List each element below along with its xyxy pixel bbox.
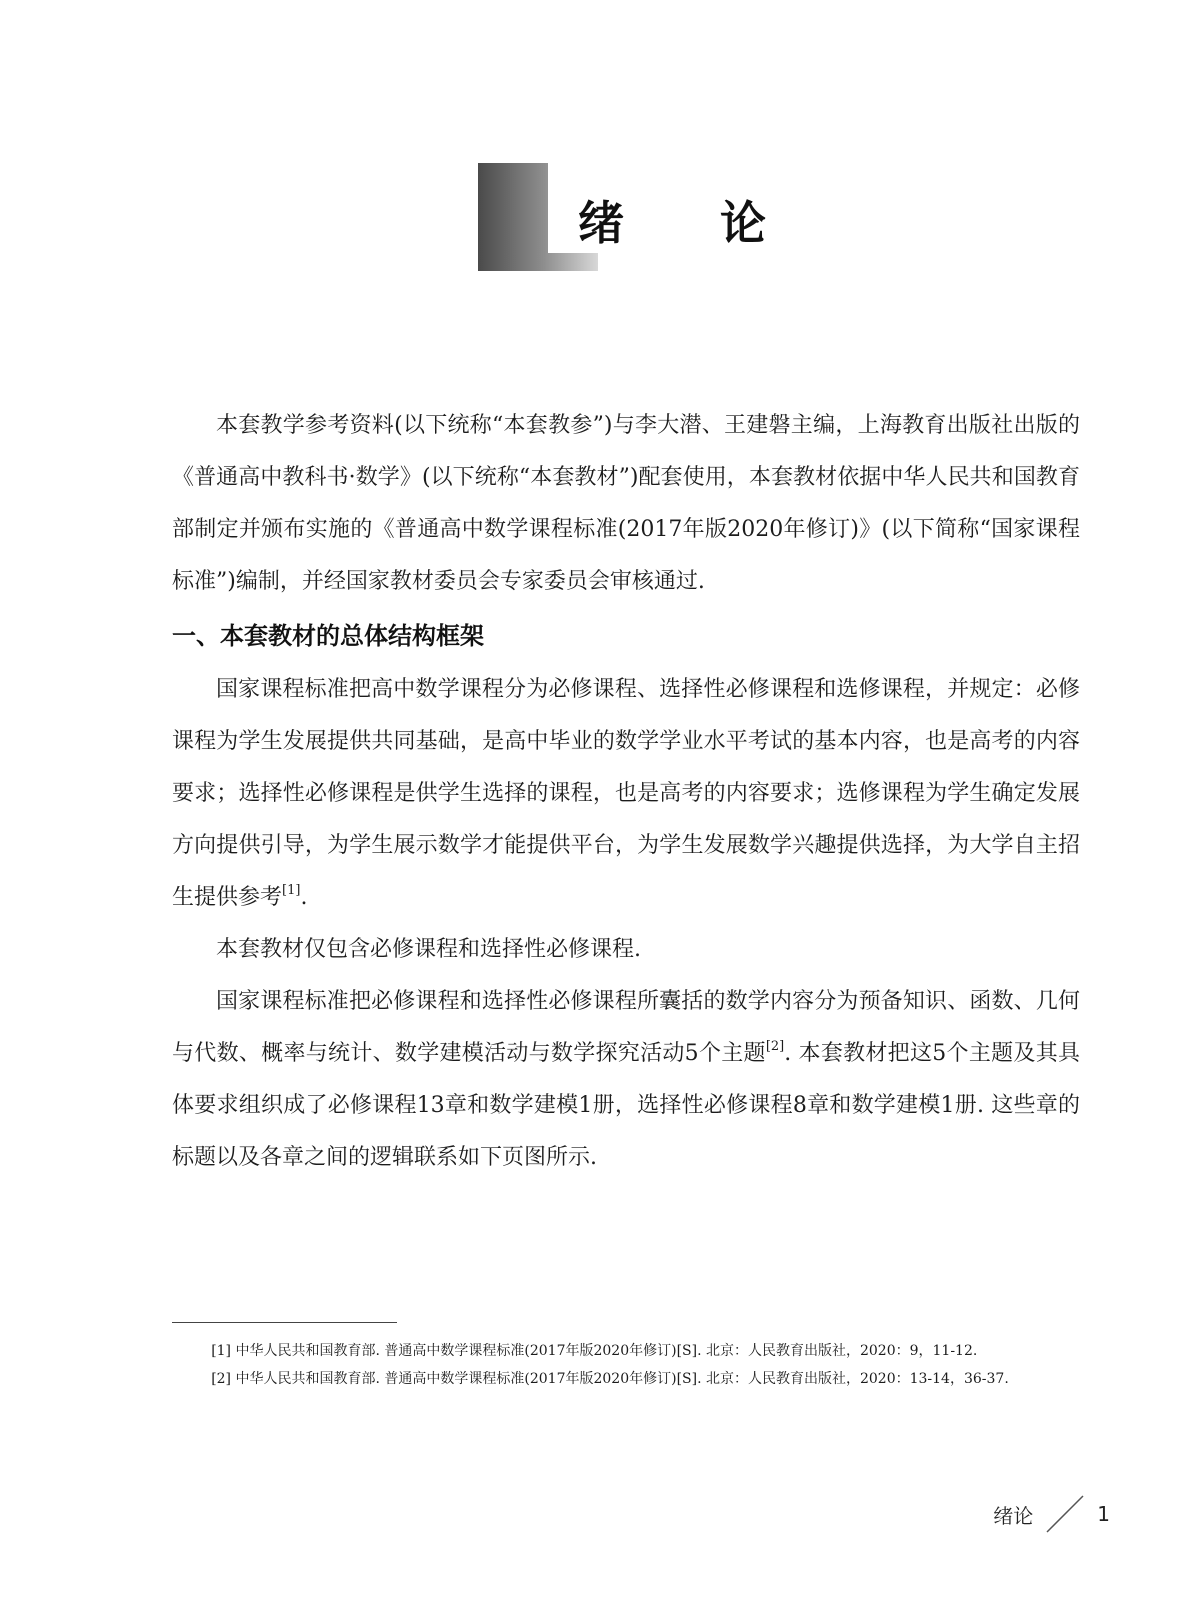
chapter-title-block — [478, 163, 862, 271]
page-footer — [993, 1494, 1110, 1534]
footnote-2 — [172, 1366, 1080, 1392]
paragraph-text: 国家课程标准把高中数学课程分为必修课程、选择性必修课程和选修课程，并规定：必修课程为学生发展提供共同基础，是高中毕业的数学学业水平考试的基本内容，也是高考的内容要求；选择性必修课程是供学生选择的课程，也是高考的内容要求；选修课程为学生确定发展方向提供引导，为学生展示数学才能提供平台，为学生发展数学兴趣提供选择，为大学自主招生提供参考 — [172, 677, 1080, 910]
main-content — [172, 400, 1080, 1184]
section-heading: 一、本套教材的总体结构框架 — [172, 622, 484, 650]
footnote-1 — [172, 1338, 1080, 1364]
footnote-text: 中华人民共和国教育部. 普通高中数学课程标准(2017年版2020年修订)[S]. 北京：人民教育出版社，2020：13-14，36-37. — [235, 1371, 1009, 1387]
footnote-text: 中华人民共和国教育部. 普通高中数学课程标准(2017年版2020年修订)[S]. 北京：人民教育出版社，2020：9，11-12. — [235, 1343, 978, 1359]
footer-chapter-label: 绪论 — [993, 1503, 1034, 1528]
section-paragraph-3 — [172, 976, 1080, 1184]
chapter-title: 绪论 — [578, 196, 862, 250]
paragraph-text: 国家课程标准把必修课程和选择性必修课程所囊括的数学内容分为预备知识、函数、几何与代数、概率与统计、数学建模活动与数学探究活动5个主题 — [172, 989, 1080, 1066]
page-number: 1 — [1097, 1502, 1110, 1526]
footnote-divider — [172, 1322, 397, 1323]
footnotes — [172, 1338, 1080, 1394]
footnote-label: [2] — [211, 1371, 232, 1387]
section-paragraph-2: 本套教材仅包含必修课程和选择性必修课程. — [216, 937, 641, 962]
section-paragraph-1 — [172, 664, 1080, 924]
footnote-ref-2[interactable]: [2] — [765, 1039, 785, 1054]
intro-paragraph: 本套教学参考资料(以下统称“本套教参”)与李大潜、王建磐主编，上海教育出版社出版的《普通高中教科书·数学》(以下统称“本套教材”)配套使用，本套教材依据中华人民共和国教育部制定并颁布实施的《普通高中数学课程标准(2017年版2020年修订)》(以下简称“国家课程标准”)编制，并经国家教材委员会专家委员会审核通过. — [172, 413, 1080, 594]
footer-slash-divider — [1043, 1494, 1087, 1534]
paragraph-text-end: . — [300, 885, 308, 910]
footnote-ref-1[interactable]: [1] — [282, 883, 301, 898]
paragraph-text-end: . 本套教材把这5个主题及其具体要求组织成了必修课程13章和数学建模1册，选择性必修课程8章和数学建模1册. 这些章的标题以及各章之间的逻辑联系如下页图所示. — [172, 1041, 1081, 1170]
footnote-label: [1] — [211, 1343, 232, 1359]
